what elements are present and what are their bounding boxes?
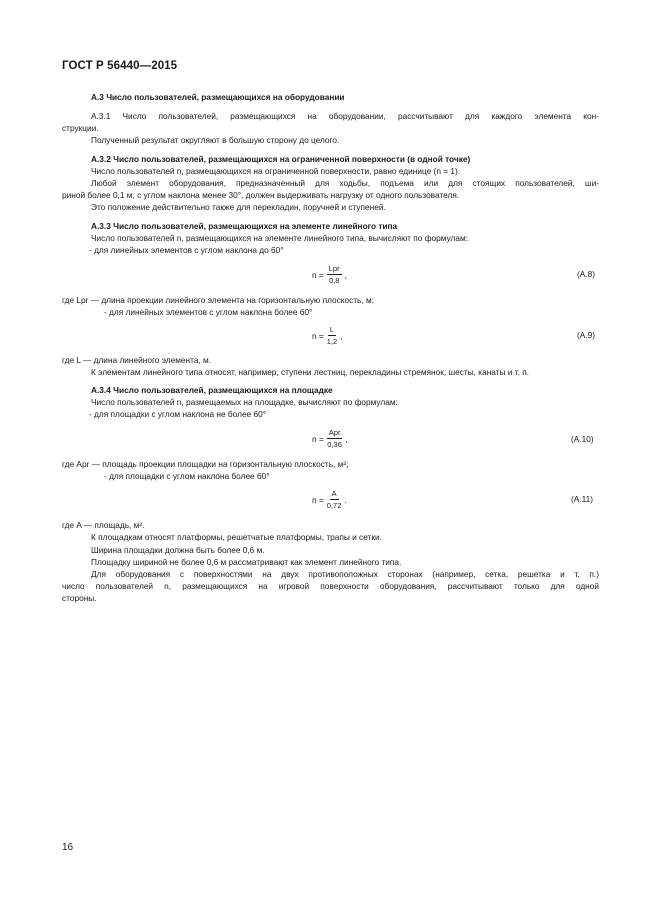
paragraph-line: Площадку шириной не более 0,6 м рассматривают как элемент линейного типа. [91, 557, 402, 567]
paragraph-line: Это положение действительно также для перекладин, поручней и ступеней. [91, 202, 386, 212]
where-clause: где Lpr — длина проекции линейного элемента на горизонтальную плоскость, м; [62, 295, 374, 305]
page-number: 16 [62, 842, 74, 853]
formula-a9 [312, 325, 343, 346]
paragraph-line: Ширина площадки должна быть более 0,6 м. [91, 545, 265, 555]
paragraph-line: Полученный результат округляют в большую сторону до целого. [91, 135, 340, 145]
formula-denominator: 0,8 [328, 276, 340, 285]
section-a34-title: А.3.4 Число пользователей, размещающихся на площадке [91, 385, 333, 395]
list-item: - для площадки с углом наклона не более 60° [89, 409, 267, 419]
paragraph-line: Число пользователей n, размещаемых на площадке, вычисляют по формулам: [91, 397, 398, 407]
formula-numerator: Lpr [328, 264, 340, 273]
list-item: - для площадки с углом наклона более 60° [104, 471, 270, 481]
formula-tail: , [344, 269, 347, 280]
formula-numerator: Apr [328, 428, 341, 437]
formula-number: (A.9) [577, 330, 595, 340]
paragraph-line: струкции. [62, 123, 99, 133]
section-a3-title: А.3 Число пользователей, размещающихся на оборудовании [91, 92, 345, 102]
list-item: - для линейных элементов с углом наклона более 60° [104, 307, 313, 317]
paragraph-line: Число пользователей n, размещающихся на элементе линейного типа, вычисляют по формулам: [91, 233, 468, 243]
where-clause: где Apr — площадь проекции площадки на горизонтальную плоскость, м²; [62, 459, 349, 469]
formula-a10 [312, 428, 348, 449]
formula-tail: , [340, 330, 343, 341]
formula-number: (A.10) [571, 434, 594, 444]
formula-lhs: n = [312, 433, 324, 444]
formula-denominator: 1,2 [326, 337, 338, 346]
section-a32-title: А.3.2 Число пользователей, размещающихся на ограниченной поверхности (в одной точке) [91, 154, 471, 164]
formula-number: (A.8) [577, 269, 595, 279]
list-item: - для линейных элементов с углом наклона до 60° [89, 245, 284, 255]
section-a33-title: А.3.3 Число пользователей, размещающихся на элементе линейного типа [91, 221, 398, 231]
paragraph-line: А.3.1 Число пользователей, размещающихся на оборудовании, рассчитывают для каждого элемента кон- [91, 111, 599, 121]
document-header: ГОСТ Р 56440—2015 [62, 60, 178, 72]
paragraph-line: К элементам линейного типа относят, например, ступени лестниц, перекладины стремянок, шесты, канаты и т. п. [91, 367, 530, 377]
formula-a8 [312, 264, 347, 285]
where-clause: где A — площадь, м². [62, 520, 145, 530]
paragraph-line: Число пользователей n, размещающихся на ограниченной поверхности, равно единице (n = 1). [91, 166, 461, 176]
formula-a11 [312, 489, 347, 510]
formula-lhs: n = [312, 494, 324, 505]
paragraph-line: Любой элемент оборудования, предназначенный для ходьбы, подъема или для стоящих пользователей, ши- [91, 178, 599, 188]
where-clause: где L — длина линейного элемента, м. [62, 355, 212, 365]
formula-tail: . [344, 494, 347, 505]
formula-number: (A.11) [571, 494, 593, 504]
paragraph-line: стороны. [62, 593, 97, 603]
formula-denominator: 0,36 [327, 440, 342, 449]
formula-lhs: n = [312, 330, 324, 341]
paragraph-line: число пользователей n, размещающихся на игровой поверхности оборудования, рассчитывают только для одной [62, 581, 599, 591]
formula-lhs: n = [312, 269, 324, 280]
paragraph-line: риной более 0,1 м, с углом наклона менее 30°, должен выдерживать нагрузку от одного пользователя. [62, 190, 460, 200]
formula-tail: , [345, 433, 348, 444]
paragraph-line: К площадкам относят платформы, решетчатые платформы, трапы и сетки. [91, 532, 382, 542]
paragraph-line: Для оборудования с поверхностями на двух противоположных сторонах (например, сетка, решетка и т. п.) [91, 569, 599, 579]
formula-denominator: 0,72 [326, 501, 342, 510]
formula-numerator: L [329, 325, 335, 334]
formula-numerator: A [331, 489, 337, 498]
